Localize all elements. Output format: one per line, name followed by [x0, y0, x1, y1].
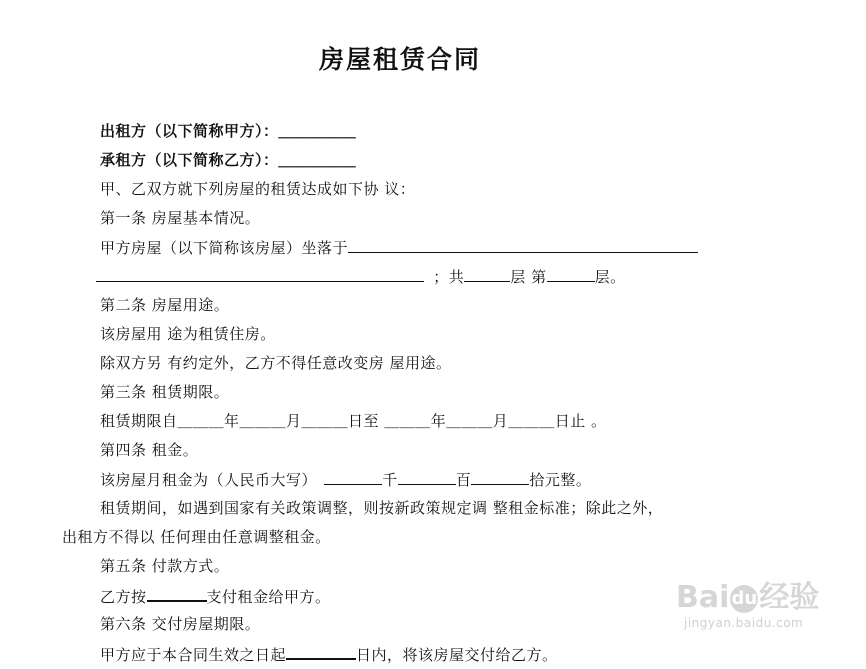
article-2-line-2: 除双方另 有约定外，乙方不得任意改变房 屋用途。 [100, 354, 452, 372]
rent-thousand-blank [324, 469, 382, 485]
lessor-label: 出租方（以下简称甲方）： [100, 122, 279, 140]
payment-label: 乙方按 [100, 588, 147, 606]
total-floors-blank [464, 266, 510, 282]
lessee-label: 承租方（以下简称乙方）： [100, 151, 279, 169]
location-label: 甲方房屋（以下简称该房屋）坐落于 [100, 239, 349, 257]
delivery-suffix: 日内，将该房屋交付给乙方。 [356, 646, 558, 664]
baidu-jingyan-watermark [662, 572, 858, 662]
location-blank-continued [96, 266, 424, 282]
watermark-brand-right: 经验 [759, 580, 820, 615]
article-6-line-1 [100, 643, 558, 665]
rent-hundred-unit: 百 [455, 471, 472, 489]
article-3-heading: 第三条 租赁期限。 [100, 383, 230, 401]
article-2-heading: 第二条 房屋用途。 [100, 296, 230, 314]
rent-hundred-blank [398, 469, 456, 485]
article-4-line-2: 租赁期间，如遇到国家有关政策调整，则按新政策规定调 整租金标准；除此之外， [100, 499, 664, 517]
rent-tens-unit: 拾元整。 [529, 471, 592, 489]
article-2-line-1: 该房屋用 途为租赁住房。 [100, 325, 276, 343]
article-5-line-1 [100, 585, 331, 607]
delivery-label: 甲方应于本合同生效之日起 [100, 646, 287, 664]
delivery-days-blank [286, 643, 356, 660]
floor-end: 层。 [594, 268, 626, 286]
article-4-line-3: 出租方不得以 任何理由任意调整租金。 [62, 528, 331, 546]
document-title: 房屋租赁合同 [318, 45, 481, 74]
article-6-heading: 第六条 交付房屋期限。 [100, 615, 261, 633]
article-1-floor-line [96, 266, 626, 287]
paw-icon: du [730, 585, 758, 613]
watermark-brand-left: Bai [676, 580, 730, 615]
watermark-brand [676, 572, 819, 616]
payment-method-blank [147, 585, 207, 602]
watermark-url: jingyan.baidu.com [684, 616, 804, 630]
article-1-heading: 第一条 房屋基本情况。 [100, 209, 261, 227]
rent-thousand-unit: 千 [382, 471, 398, 489]
rent-label: 该房屋月租金为（人民币大写） [100, 471, 318, 489]
article-5-heading: 第五条 付款方式。 [100, 557, 230, 575]
lessor-blank: ＿＿＿＿＿ [278, 122, 357, 140]
floor-word: 层 第 [510, 268, 547, 286]
article-1-location-line [100, 237, 698, 258]
article-4-rent-line [100, 469, 591, 490]
article-4-heading: 第四条 租金。 [100, 441, 199, 459]
lessee-line [100, 150, 356, 170]
payment-suffix: 支付租金给甲方。 [206, 588, 331, 606]
floor-number-blank [547, 266, 595, 282]
location-blank [348, 237, 698, 253]
rent-tens-blank [471, 469, 529, 485]
lessee-blank: ＿＿＿＿＿ [278, 151, 357, 169]
lessor-line [100, 121, 356, 141]
article-3-line-1: 租赁期限自＿＿＿年＿＿＿月＿＿＿日至 ＿＿＿年＿＿＿月＿＿＿日止 。 [100, 412, 607, 430]
intro-text: 甲、乙双方就下列房屋的租赁达成如下协 议： [100, 180, 416, 198]
total-floors-label: ；共 [433, 268, 465, 286]
